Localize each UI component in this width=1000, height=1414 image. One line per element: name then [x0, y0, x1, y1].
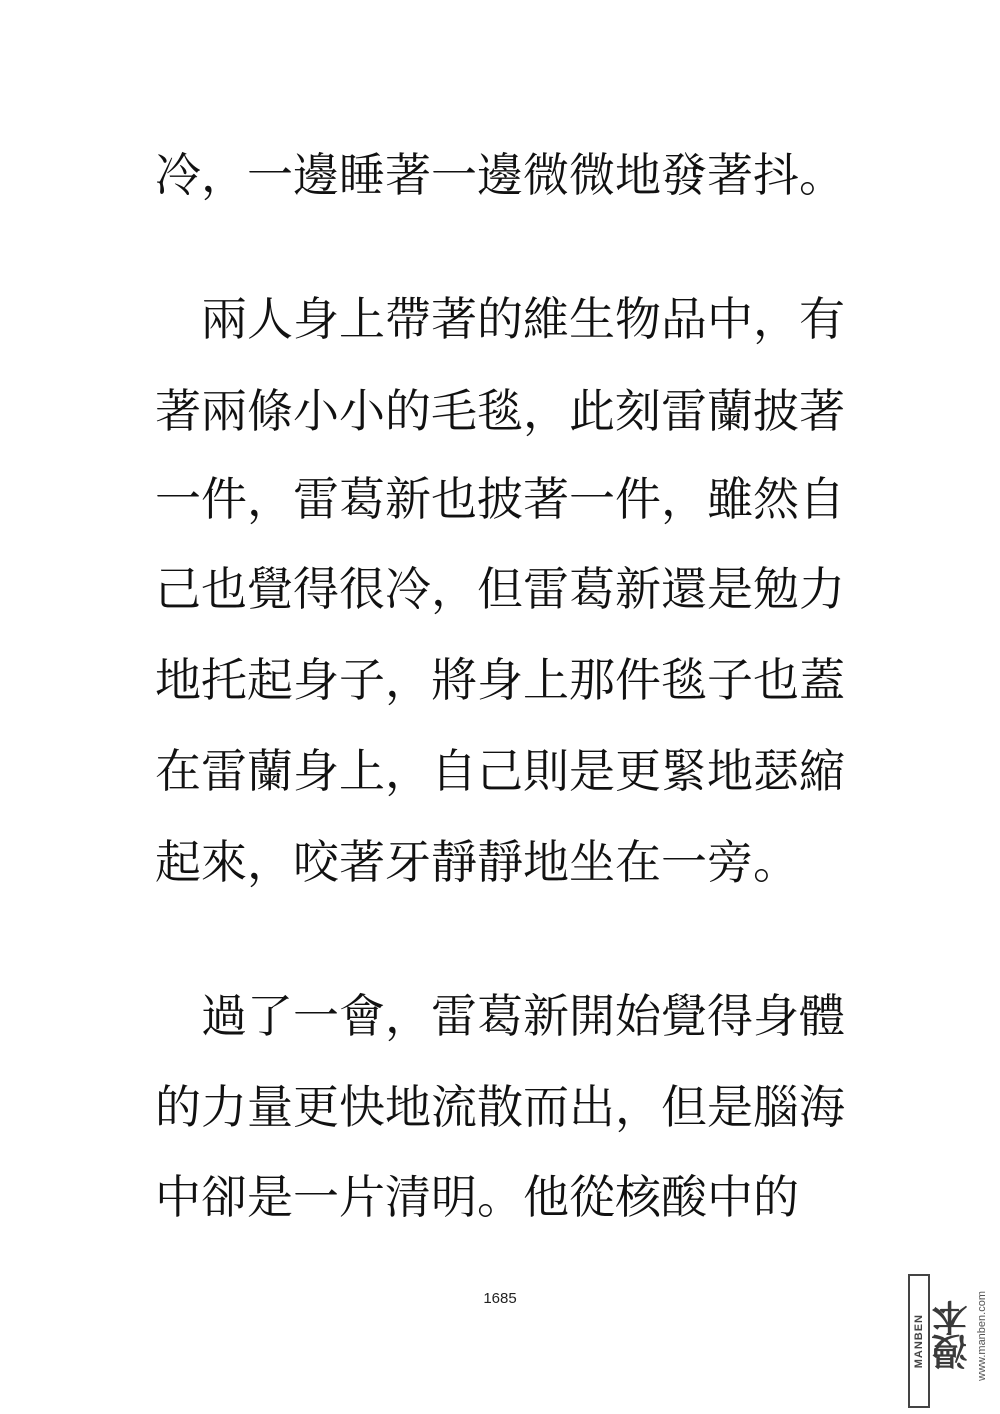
text-line: 起來，咬著牙靜靜地坐在一旁。 [155, 835, 799, 889]
watermark-brand [932, 1262, 972, 1410]
text-line: 中卻是一片清明。他從核酸中的 [155, 1170, 799, 1224]
watermark-box-text: MANBEN [913, 1313, 925, 1369]
watermark-brand-text: 漫本 [931, 1302, 973, 1370]
page-number: 1685 [483, 1290, 517, 1307]
watermark-url [974, 1262, 990, 1410]
text-line: 冷，一邊睡著一邊微微地發著抖。 [155, 148, 845, 202]
watermark-url-text: www.manben.com [976, 1291, 988, 1381]
text-line: 過了一會，雷葛新開始覺得身體 [155, 989, 845, 1043]
text-line: 的力量更快地流散而出，但是腦海 [155, 1080, 845, 1134]
text-line: 著兩條小小的毛毯，此刻雷蘭披著 [155, 384, 845, 438]
watermark-logo [908, 1262, 992, 1410]
text-line: 兩人身上帶著的維生物品中，有 [155, 292, 845, 346]
text-line: 己也覺得很冷，但雷葛新還是勉力 [155, 562, 845, 616]
text-line: 在雷蘭身上，自己則是更緊地瑟縮 [155, 744, 845, 798]
text-line: 地托起身子，將身上那件毯子也蓋 [155, 653, 845, 707]
text-line: 一件，雷葛新也披著一件，雖然自 [155, 472, 845, 526]
